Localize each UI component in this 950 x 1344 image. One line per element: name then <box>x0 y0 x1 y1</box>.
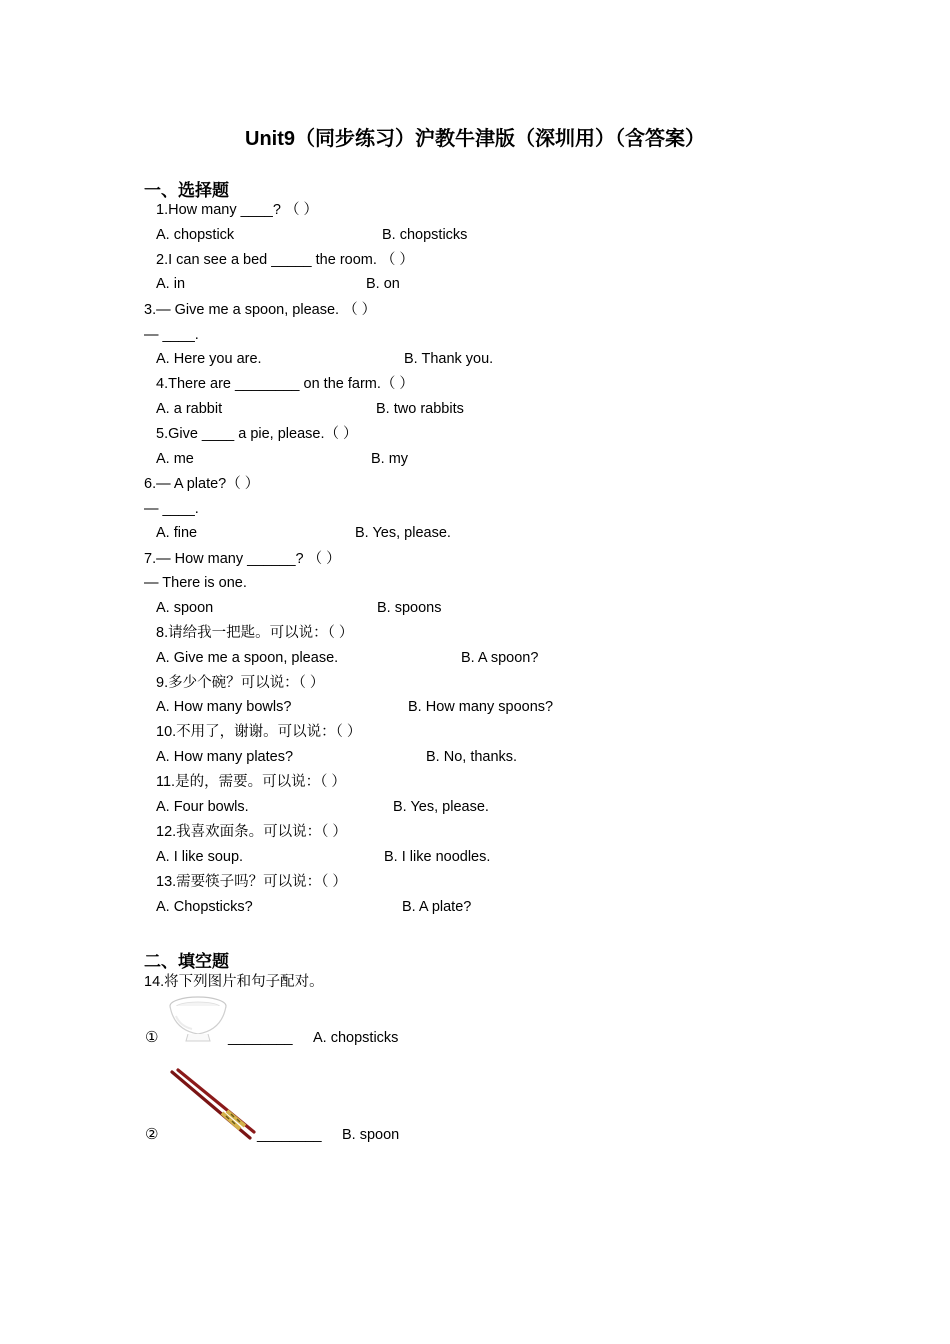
question-6: 6.— A plate?（ ） <box>144 476 260 492</box>
option-a: A. spoon <box>156 600 214 616</box>
match-option-a: A. chopsticks <box>313 1030 399 1046</box>
question-11: 11.是的，需要。可以说：（ ） <box>156 774 346 790</box>
bowl-icon <box>166 994 230 1048</box>
option-a: A. Four bowls. <box>156 799 249 815</box>
option-b: B. Thank you. <box>404 351 494 367</box>
question-13: 13.需要筷子吗？可以说：（ ） <box>156 874 347 890</box>
option-b: B. A spoon? <box>461 650 539 666</box>
question-6-response: — ____. <box>144 501 199 517</box>
option-a: A. Give me a spoon, please. <box>156 650 339 666</box>
option-b: B. Yes, please. <box>355 525 451 541</box>
question-14: 14.将下列图片和句子配对。 <box>144 974 324 990</box>
option-a: A. How many bowls? <box>156 699 292 715</box>
option-b: B. chopsticks <box>382 227 468 243</box>
option-b: B. my <box>371 451 409 467</box>
option-a: A. fine <box>156 525 198 541</box>
question-8: 8.请给我一把匙。可以说：（ ） <box>156 625 354 641</box>
question-3: 3.— Give me a spoon, please. （ ） <box>144 302 377 318</box>
option-a: A. How many plates? <box>156 749 294 765</box>
answer-blank-2[interactable]: ________ <box>257 1127 322 1143</box>
option-a: A. I like soup. <box>156 849 244 865</box>
option-b: B. I like noodles. <box>384 849 491 865</box>
question-9: 9.多少个碗？可以说：（ ） <box>156 675 325 691</box>
option-b: B. Yes, please. <box>393 799 489 815</box>
option-b: B. A plate? <box>402 899 472 915</box>
option-a: A. Here you are. <box>156 351 262 367</box>
match-option-b: B. spoon <box>342 1127 400 1143</box>
question-12: 12.我喜欢面条。可以说：（ ） <box>156 824 347 840</box>
option-b: B. How many spoons? <box>408 699 554 715</box>
item-marker: ② <box>145 1126 159 1143</box>
question-4: 4.There are ________ on the farm.（ ） <box>156 376 414 392</box>
question-5: 5.Give ____ a pie, please.（ ） <box>156 426 358 442</box>
question-7: 7.— How many ______? （ ） <box>144 551 341 567</box>
question-7-response: — There is one. <box>144 575 247 591</box>
document-title: Unit9（同步练习）沪教牛津版（深圳用）（含答案） <box>245 128 705 150</box>
section-heading-choice: 一、选择题 <box>144 181 229 200</box>
question-10: 10.不用了，谢谢。可以说：（ ） <box>156 724 362 740</box>
answer-blank-1[interactable]: ________ <box>228 1030 293 1046</box>
option-b: B. on <box>366 276 400 292</box>
question-3-response: — ____. <box>144 327 199 343</box>
question-2: 2.I can see a bed _____ the room. （ ） <box>156 252 414 268</box>
question-1: 1.How many ____? （ ） <box>156 202 318 218</box>
option-a: A. Chopsticks? <box>156 899 253 915</box>
chopsticks-icon <box>166 1068 258 1144</box>
section-heading-fill: 二、填空题 <box>144 952 229 971</box>
option-b: B. No, thanks. <box>426 749 518 765</box>
option-a: A. chopstick <box>156 227 235 243</box>
option-a: A. a rabbit <box>156 401 223 417</box>
option-b: B. two rabbits <box>376 401 464 417</box>
option-b: B. spoons <box>377 600 442 616</box>
item-marker: ① <box>145 1029 159 1046</box>
option-a: A. me <box>156 451 194 467</box>
option-a: A. in <box>156 276 186 292</box>
